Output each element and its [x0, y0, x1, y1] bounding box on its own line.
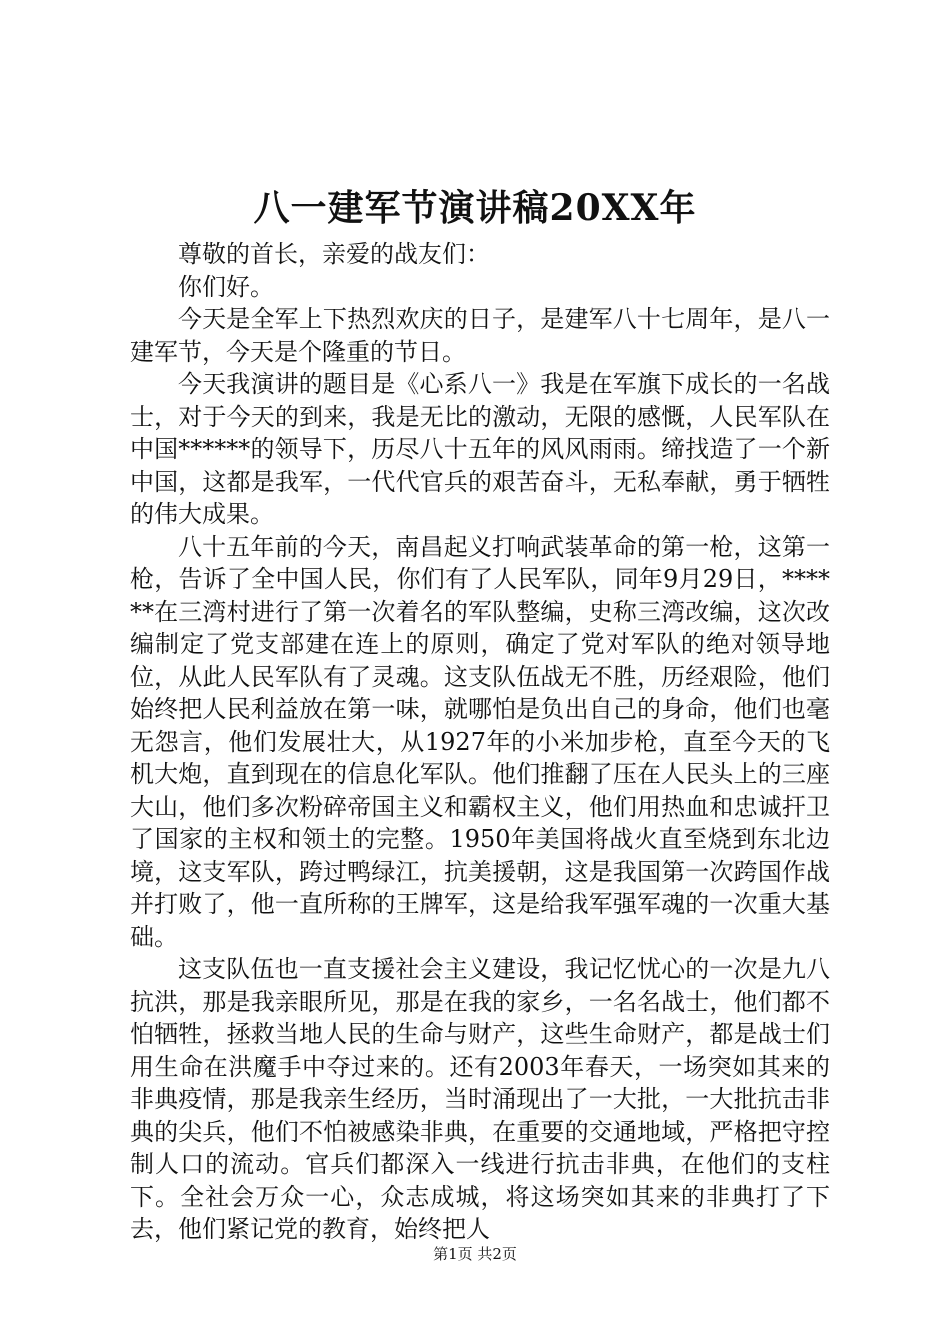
paragraph-2: 今天我演讲的题目是《心系八一》我是在军旗下成长的一名战士，对于今天的到来，我是无比的激动，无限的感慨，人民军队在中国******的领导下，历尽八十五年的风风雨雨。缔找造了一个新中国，这都是我军，一代代官兵的艰苦奋斗，无私奉献，勇于牺牲的伟大成果。	[130, 370, 830, 528]
paragraph-1: 今天是全军上下热烈欢庆的日子，是建军八十七周年，是八一建军节，今天是个隆重的节日。	[130, 305, 830, 366]
document-body	[130, 238, 830, 1246]
greeting: 你们好。	[178, 272, 274, 301]
document-title: 八一建军节演讲稿20XX年	[253, 187, 697, 229]
paragraph-4: 这支队伍也一直支援社会主义建设，我记忆忧心的一次是九八抗洪，那是我亲眼所见，那是在我的家乡，一名名战士，他们都不怕牺牲，拯救当地人民的生命与财产，这些生命财产，都是战士们用生命在洪魔手中夺过来的。还有2003年春天，一场突如其来的非典疫情，那是我亲生经历，当时涌现出了一大批，一大批抗击非典的尖兵，他们不怕被感染非典，在重要的交通地域，严格把守控制人口的流动。官兵们都深入一线进行抗击非典，在他们的支柱下。全社会万众一心，众志成城，将这场突如其来的非典打了下去，他们紧记党的教育，始终把人	[130, 955, 830, 1243]
page-footer: 第1页 共2页	[433, 1245, 517, 1263]
salutation: 尊敬的首长，亲爱的战友们：	[178, 240, 490, 268]
paragraph-3: 八十五年前的今天，南昌起义打响武装革命的第一枪，这第一枪，告诉了全中国人民，你们有了人民军队，同年9月29日，******在三湾村进行了第一次着名的军队整编，史称三湾改编，这次改编制定了党支部建在连上的原则，确定了党对军队的绝对领导地位，从此人民军队有了灵魂。这支队伍战无不胜，历经艰险，他们始终把人民利益放在第一味，就哪怕是负出自己的身命，他们也毫无怨言，他们发展壮大，从1927年的小米加步枪，直至今天的飞机大炮，直到现在的信息化军队。他们推翻了压在人民头上的三座大山，他们多次粉碎帝国主义和霸权主义，他们用热血和忠诚扞卫了国家的主权和领土的完整。1950年美国将战火直至烧到东北边境，这支军队，跨过鸭绿江，抗美援朝，这是我国第一次跨国作战并打败了，他一直所称的王牌军，这是给我军强军魂的一次重大基础。	[130, 532, 830, 951]
